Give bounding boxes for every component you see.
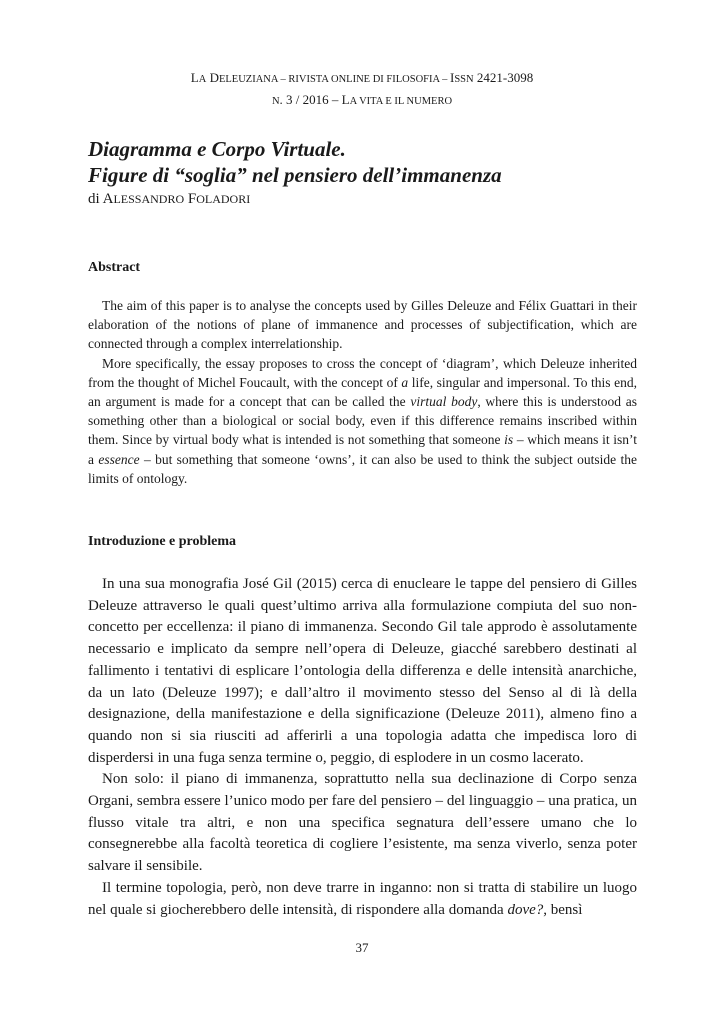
article-title: Diagramma e Corpo Virtuale. Figure di “soglia” nel pensiero dell’immanenza bbox=[88, 137, 502, 187]
abstract-paragraph: More specifically, the essay proposes to cross the concept of ‘diagram’, which Deleuze inherited from the thought of Michel Foucault, with the concept of a life, singular and impersonal. To this end, an argument is made for a concept that can be called the virtual body, where this is understood as something other than a biological or social body, even if this difference remains inscribed within them. Since by virtual body what is intended is not something that someone is – which means it isn’t a essence – but something that someone ‘owns’, it can also be used to think the subject outside the limits of ontology. bbox=[88, 355, 637, 486]
abstract-text bbox=[88, 296, 637, 488]
abstract-heading: Abstract bbox=[88, 260, 141, 275]
running-header bbox=[0, 68, 724, 112]
section-heading: Introduzione e problema bbox=[88, 534, 237, 549]
issue-line: N. 3 / 2016 – LA VITA E IL NUMERO bbox=[271, 92, 453, 107]
body-paragraph: In una sua monografia José Gil (2015) cerca di enucleare le tappe del pensiero di Gilles Deleuze attraverso le quali quest’ultimo arriva alla formulazione compiuta del suo non-concetto per eccellenza: il piano di immanenza. Secondo Gil tale approdo è assolutamente necessario e implicato da sempre nell’opera di Deleuze, giacché sarebbero destinati al fallimento i tentativi di esplicare l’ontologia della differenza e delle intensità anarchiche, da un lato (Deleuze 1997); e dall’altro il movimento stesso del Senso al di là della designazione, della manifestazione e della significazione (Deleuze 2011), almeno fino a quando non si sia riusciti ad afferirli a una topologia adatta che impedisca loro di disperdersi in una fuga senza termine o, peggio, di esplodere in un cosmo lacerato. bbox=[88, 576, 637, 766]
body-paragraph: Non solo: il piano di immanenza, soprattutto nella sua declinazione di Corpo senza Organi, sembra essere l’unico modo per fare del pensiero – del linguaggio – una pratica, un flusso vitale tra altri, e non una specifica segnatura dell’essere umano che lo consegnerebbe alla facoltà teoretica di cogliere l’esistente, ma senza viverlo, senza poter salvare il sensibile. bbox=[88, 771, 637, 875]
body-paragraph: Il termine topologia, però, non deve trarre in inganno: non si tratta di stabilire un luogo nel quale si giocherebbero delle intensità, di rispondere alla domanda dove?, bensì bbox=[88, 879, 637, 918]
journal-line: LA DELEUZIANA – RIVISTA ONLINE DI FILOSOFIA – ISSN 2421-3098 bbox=[190, 70, 534, 85]
abstract-paragraph: The aim of this paper is to analyse the concepts used by Gilles Deleuze and Félix Guattari in their elaboration of the notions of plane of immanence and processes of subjectification, which are connected through a complex interrelationship. bbox=[88, 298, 637, 352]
body-text bbox=[88, 574, 637, 921]
page-number: 37 bbox=[355, 940, 369, 955]
author-byline: di ALESSANDRO FOLADORI bbox=[88, 191, 251, 207]
